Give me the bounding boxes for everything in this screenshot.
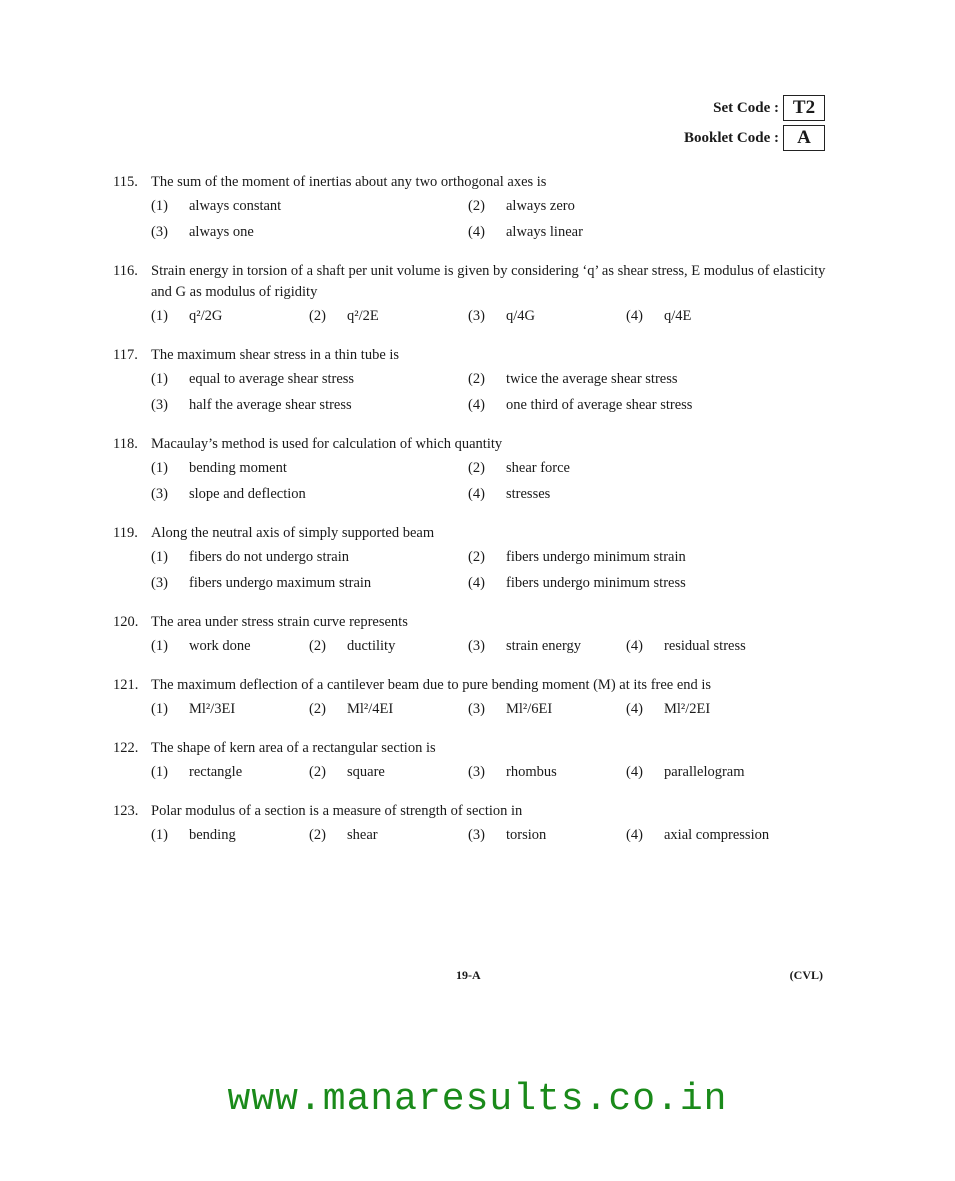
question	[113, 801, 833, 848]
option-text: Ml²/3EI	[189, 701, 236, 717]
option-item	[468, 481, 768, 507]
option-text: q/4E	[664, 308, 692, 324]
question-text: Along the neutral axis of simply supported beam	[151, 525, 435, 541]
option-item	[309, 759, 468, 785]
option-number: (2)	[468, 198, 485, 214]
option-number: (4)	[626, 701, 643, 717]
option-item	[468, 759, 626, 785]
option-number: (1)	[151, 371, 168, 387]
option-item	[468, 219, 768, 245]
option-number: (3)	[151, 224, 168, 240]
option-item	[468, 303, 626, 329]
option-item	[626, 759, 826, 785]
option-number: (2)	[468, 371, 485, 387]
question-stem	[113, 801, 833, 822]
option-number: (3)	[468, 701, 485, 717]
question-list	[113, 172, 833, 864]
option-text: shear force	[506, 460, 570, 476]
option-text: twice the average shear stress	[506, 371, 678, 387]
option-item	[626, 822, 826, 848]
option-number: (1)	[151, 460, 168, 476]
option-item	[468, 633, 626, 659]
option-text: shear	[347, 827, 378, 843]
option-item	[626, 696, 826, 722]
option-number: (4)	[468, 224, 485, 240]
option-number: (3)	[468, 764, 485, 780]
option-number: (2)	[309, 638, 326, 654]
option-item	[151, 822, 309, 848]
option-item	[151, 219, 468, 245]
booklet-code-value: A	[783, 125, 825, 151]
question	[113, 434, 833, 507]
option-text: half the average shear stress	[189, 397, 352, 413]
option-text: ductility	[347, 638, 396, 654]
option-item	[151, 544, 468, 570]
option-number: (4)	[626, 638, 643, 654]
option-text: q²/2G	[189, 308, 223, 324]
question-stem	[113, 523, 833, 544]
option-item	[468, 193, 768, 219]
option-text: strain energy	[506, 638, 582, 654]
option-list	[151, 633, 833, 659]
question	[113, 523, 833, 596]
set-code-value: T2	[783, 95, 825, 121]
question-text: The sum of the moment of inertias about any two orthogonal axes is	[151, 174, 547, 190]
option-number: (4)	[468, 575, 485, 591]
option-item	[151, 696, 309, 722]
question-stem	[113, 434, 833, 455]
option-number: (4)	[626, 827, 643, 843]
option-text: always one	[189, 224, 254, 240]
option-text: always linear	[506, 224, 583, 240]
option-item	[626, 633, 826, 659]
option-item	[151, 759, 309, 785]
option-item	[151, 193, 468, 219]
option-item	[626, 303, 826, 329]
question-number: 123.	[113, 803, 139, 819]
option-item	[151, 392, 468, 418]
question-text: Polar modulus of a section is a measure of strength of section in	[151, 803, 523, 819]
question-number: 118.	[113, 436, 138, 452]
question	[113, 345, 833, 418]
option-number: (2)	[309, 764, 326, 780]
option-text: q²/2E	[347, 308, 379, 324]
option-item	[151, 570, 468, 596]
option-number: (4)	[468, 397, 485, 413]
option-text: torsion	[506, 827, 547, 843]
code-block	[684, 93, 825, 153]
option-text: fibers do not undergo strain	[189, 549, 350, 565]
option-item	[468, 392, 768, 418]
option-item	[309, 633, 468, 659]
question-number: 120.	[113, 614, 139, 630]
option-text: rectangle	[189, 764, 243, 780]
question-text: The shape of kern area of a rectangular section is	[151, 740, 436, 756]
question	[113, 738, 833, 785]
option-number: (2)	[309, 308, 326, 324]
booklet-code-row	[684, 123, 825, 153]
option-number: (3)	[151, 397, 168, 413]
option-text: Ml²/6EI	[506, 701, 553, 717]
option-list	[151, 822, 833, 848]
option-item	[309, 303, 468, 329]
option-text: Ml²/2EI	[664, 701, 711, 717]
option-number: (1)	[151, 827, 168, 843]
option-number: (3)	[468, 638, 485, 654]
option-item	[309, 696, 468, 722]
question-number: 115.	[113, 174, 138, 190]
question-stem	[113, 675, 833, 696]
option-item	[151, 633, 309, 659]
option-list	[151, 366, 833, 418]
question-number: 122.	[113, 740, 139, 756]
question-stem	[113, 345, 833, 366]
question-number: 117.	[113, 347, 138, 363]
question	[113, 675, 833, 722]
option-number: (3)	[468, 308, 485, 324]
option-number: (1)	[151, 638, 168, 654]
option-text: always constant	[189, 198, 282, 214]
question-stem	[113, 261, 833, 303]
question-number: 116.	[113, 263, 138, 279]
question	[113, 172, 833, 245]
option-text: slope and deflection	[189, 486, 306, 502]
option-list	[151, 696, 833, 722]
option-text: stresses	[506, 486, 551, 502]
option-number: (1)	[151, 764, 168, 780]
question-stem	[113, 612, 833, 633]
option-item	[151, 455, 468, 481]
option-item	[468, 366, 768, 392]
option-text: rhombus	[506, 764, 557, 780]
option-number: (3)	[468, 827, 485, 843]
set-code-row	[684, 93, 825, 123]
question-stem	[113, 738, 833, 759]
question-text: The maximum shear stress in a thin tube is	[151, 347, 400, 363]
option-number: (1)	[151, 308, 168, 324]
option-text: q/4G	[506, 308, 535, 324]
option-number: (1)	[151, 549, 168, 565]
option-number: (3)	[151, 486, 168, 502]
option-list	[151, 455, 833, 507]
question-stem	[113, 172, 833, 193]
option-text: bending moment	[189, 460, 287, 476]
booklet-code-label: Booklet Code :	[684, 129, 779, 146]
option-item	[151, 366, 468, 392]
option-item	[151, 303, 309, 329]
option-text: work done	[189, 638, 251, 654]
option-item	[468, 822, 626, 848]
option-item	[468, 696, 626, 722]
question-text: Macaulay’s method is used for calculation of which quantity	[151, 436, 503, 452]
option-text: fibers undergo maximum strain	[189, 575, 372, 591]
option-list	[151, 759, 833, 785]
option-text: fibers undergo minimum strain	[506, 549, 686, 565]
question-number: 119.	[113, 525, 138, 541]
option-item	[151, 481, 468, 507]
option-number: (4)	[468, 486, 485, 502]
option-text: square	[347, 764, 385, 780]
question-text: The area under stress strain curve represents	[151, 614, 408, 630]
option-item	[468, 544, 768, 570]
option-text: parallelogram	[664, 764, 745, 780]
question-text: Strain energy in torsion of a shaft per unit volume is given by considering ‘q’ as shear stress, E modulus of elasticity and G as modulus of rigidity	[151, 263, 826, 300]
option-list	[151, 193, 833, 245]
option-number: (4)	[626, 764, 643, 780]
option-number: (2)	[468, 460, 485, 476]
option-item	[468, 570, 768, 596]
question-number: 121.	[113, 677, 139, 693]
option-text: Ml²/4EI	[347, 701, 394, 717]
option-item	[309, 822, 468, 848]
question	[113, 612, 833, 659]
option-text: axial compression	[664, 827, 770, 843]
option-number: (2)	[309, 827, 326, 843]
option-number: (2)	[309, 701, 326, 717]
page-number: 19-A	[456, 968, 481, 982]
option-item	[468, 455, 768, 481]
option-number: (2)	[468, 549, 485, 565]
question-text: The maximum deflection of a cantilever beam due to pure bending moment (M) at its free end is	[151, 677, 712, 693]
option-text: bending	[189, 827, 236, 843]
option-text: fibers undergo minimum stress	[506, 575, 686, 591]
option-number: (1)	[151, 198, 168, 214]
branch-code: (CVL)	[789, 968, 823, 982]
set-code-label: Set Code :	[713, 99, 779, 116]
option-number: (3)	[151, 575, 168, 591]
option-list	[151, 544, 833, 596]
option-text: one third of average shear stress	[506, 397, 693, 413]
option-list	[151, 303, 833, 329]
question	[113, 261, 833, 329]
option-number: (1)	[151, 701, 168, 717]
option-number: (4)	[626, 308, 643, 324]
option-text: residual stress	[664, 638, 746, 654]
option-text: always zero	[506, 198, 575, 214]
option-text: equal to average shear stress	[189, 371, 355, 387]
watermark-url: www.manaresults.co.in	[227, 1078, 728, 1121]
